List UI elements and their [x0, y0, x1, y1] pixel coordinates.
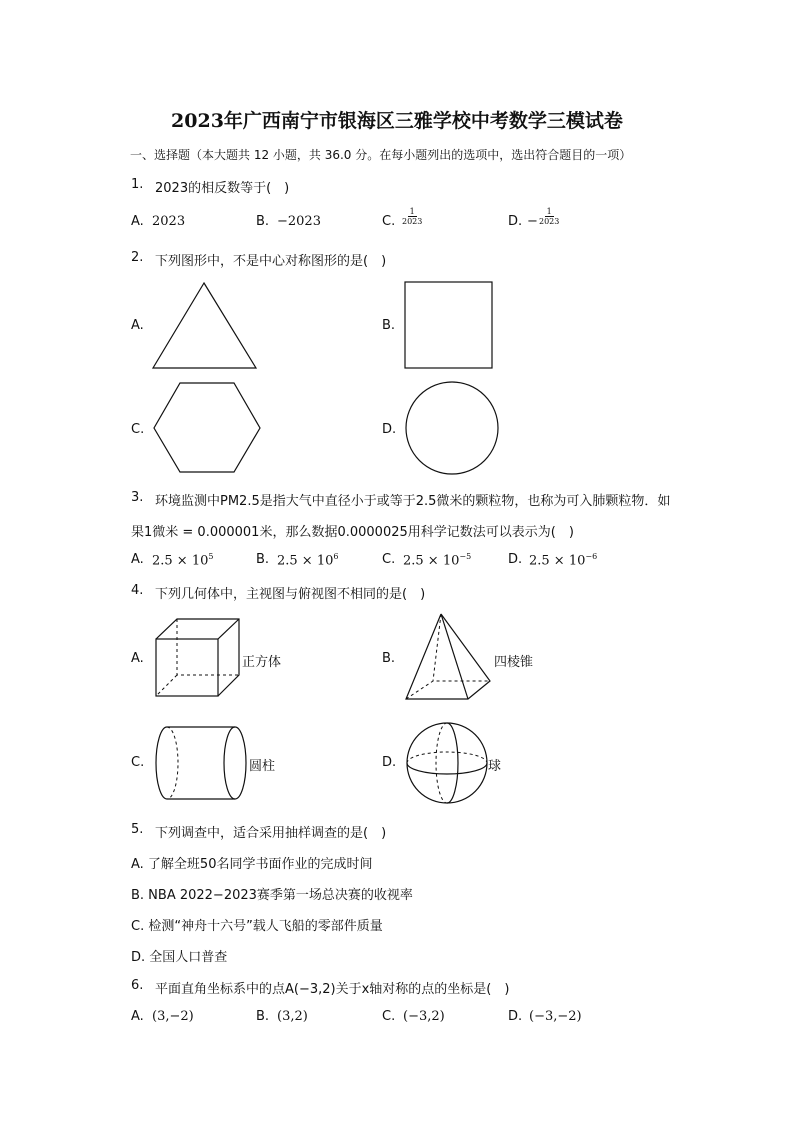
square-figure [404, 281, 494, 371]
q3-option-d-label: D. [508, 552, 523, 567]
q1-option-d-fraction [537, 207, 561, 226]
q3-option-a-label: A. [131, 552, 144, 567]
q3-b-base: 2.5 × 10 [277, 553, 334, 569]
triangle-figure [152, 282, 258, 370]
q5-number: 5. [131, 822, 144, 837]
q6-number: 6. [131, 978, 144, 993]
q4-option-d-shape-label: 球 [488, 759, 502, 774]
q1-option-a-label: A. [131, 214, 144, 229]
q6-option-c-label: C. [382, 1009, 396, 1024]
q2-option-b-label: B. [382, 318, 396, 333]
q3-d-base: 2.5 × 10 [529, 553, 586, 569]
q1-option-b-label: B. [256, 214, 270, 229]
q3-option-c-label: C. [382, 552, 396, 567]
q3-option-d [529, 552, 597, 568]
cylinder-figure [154, 725, 248, 801]
q4-stem: 下列几何体中，主视图与俯视图不相同的是( ) [155, 587, 426, 602]
q2-option-d-label: D. [382, 422, 397, 437]
q1-c-denominator: 2023 [402, 217, 423, 226]
q4-option-c-label: C. [131, 755, 145, 770]
q3-d-exponent: −6 [585, 552, 598, 561]
q5-option-a: A. 了解全班50名同学书面作业的完成时间 [131, 857, 373, 872]
cube-figure [155, 618, 241, 698]
q2-stem: 下列图形中，不是中心对称图形的是( ) [155, 254, 387, 269]
q5-option-d: D. 全国人口普查 [131, 950, 228, 965]
q1-option-c-label: C. [382, 214, 396, 229]
q6-option-d-label: D. [508, 1009, 523, 1024]
q6-option-a: (3,−2) [152, 1009, 194, 1024]
q3-option-b-label: B. [256, 552, 270, 567]
q4-option-a-label: A. [131, 651, 144, 666]
q1-d-numerator: 1 [546, 207, 552, 216]
q4-option-b-shape-label: 四棱锥 [494, 655, 534, 670]
page-title: 2023年广西南宁市银海区三雅学校中考数学三模试卷 [171, 110, 623, 132]
circle-figure [404, 382, 500, 476]
q1-d-denominator: 2023 [539, 217, 560, 226]
sphere-figure [405, 721, 489, 805]
q3-b-exponent: 6 [333, 552, 339, 561]
q1-option-d-label: D. [508, 214, 523, 229]
q1-number: 1. [131, 177, 144, 192]
q3-stem-line2: 果1微米 = 0.000001米，那么数据0.0000025用科学记数法可以表示为( ) [131, 525, 574, 540]
section-heading: 一、选择题（本大题共 12 小题，共 36.0 分。在每小题列出的选项中，选出符合题目的一项） [130, 148, 632, 162]
q3-option-b [277, 552, 338, 568]
q6-option-b-label: B. [256, 1009, 270, 1024]
q2-option-a-label: A. [131, 318, 144, 333]
q3-a-exponent: 5 [208, 552, 214, 561]
q4-option-a-shape-label: 正方体 [242, 655, 282, 670]
q5-option-b: B. NBA 2022−2023赛季第一场总决赛的收视率 [131, 888, 413, 903]
q3-option-c [403, 552, 471, 568]
q2-option-c-label: C. [131, 422, 145, 437]
q4-number: 4. [131, 583, 144, 598]
q3-number: 3. [131, 490, 144, 505]
q4-option-d-label: D. [382, 755, 397, 770]
q2-number: 2. [131, 250, 144, 265]
q1-option-b: −2023 [277, 214, 321, 229]
q6-option-c: (−3,2) [403, 1009, 445, 1024]
q3-c-exponent: −5 [459, 552, 472, 561]
q1-option-d-sign: − [527, 214, 538, 229]
pyramid-figure [405, 613, 493, 701]
q3-option-a [152, 552, 213, 568]
q6-option-b: (3,2) [277, 1009, 308, 1024]
q1-c-numerator: 1 [409, 207, 415, 216]
q4-option-b-label: B. [382, 651, 396, 666]
q6-stem: 平面直角坐标系中的点A(−3,2)关于x轴对称的点的坐标是( ) [155, 982, 510, 997]
q3-c-base: 2.5 × 10 [403, 553, 460, 569]
q3-a-base: 2.5 × 10 [152, 553, 209, 569]
q6-option-a-label: A. [131, 1009, 144, 1024]
q4-option-c-shape-label: 圆柱 [249, 759, 276, 774]
q1-option-c-fraction [400, 207, 424, 226]
q3-stem-line1: 环境监测中PM2.5是指大气中直径小于或等于2.5微米的颗粒物，也称为可入肺颗粒物．如 [155, 494, 671, 509]
q1-stem: 2023的相反数等于( ) [155, 181, 290, 196]
q6-option-d: (−3,−2) [529, 1009, 582, 1024]
q5-stem: 下列调查中，适合采用抽样调查的是( ) [155, 826, 387, 841]
q5-option-c: C. 检测“神舟十六号”载人飞船的零部件质量 [131, 919, 383, 934]
q1-option-a: 2023 [152, 214, 186, 229]
hexagon-figure [150, 382, 262, 474]
